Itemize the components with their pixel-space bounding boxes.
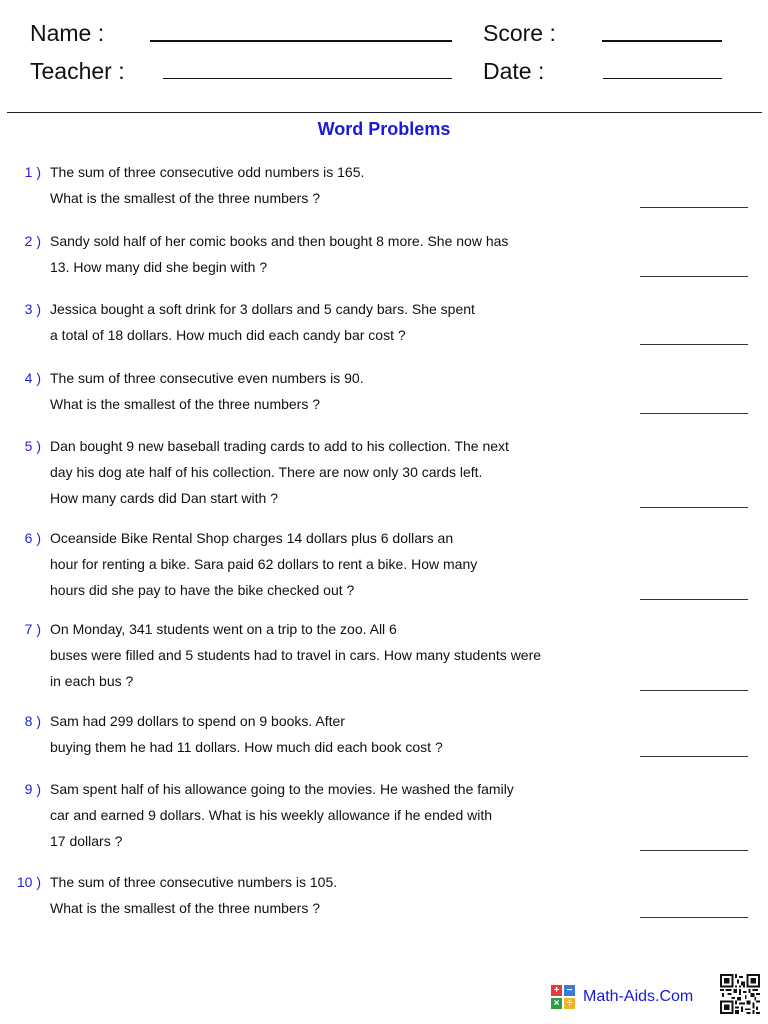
problem-text	[50, 433, 610, 511]
answer-blank[interactable]	[640, 276, 748, 277]
problem-number: 6 )	[24, 530, 41, 546]
logo-times-tile: ×	[551, 998, 562, 1009]
problem-line: 13. How many did she begin with ?	[50, 259, 268, 275]
qr-code-icon	[720, 974, 760, 1014]
problem-number: 9 )	[24, 781, 41, 797]
problem-text	[50, 296, 610, 348]
name-field[interactable]	[150, 40, 452, 42]
problem-number: 10 )	[16, 874, 41, 890]
problem-number: 5 )	[24, 438, 41, 454]
problem-number: 3 )	[24, 301, 41, 317]
problem-line: What is the smallest of the three numbers ?	[50, 396, 321, 412]
problem-number: 8 )	[24, 713, 41, 729]
answer-blank[interactable]	[640, 413, 748, 414]
problem-text	[50, 159, 610, 211]
logo-divide-tile: ÷	[564, 998, 575, 1009]
footer-brand-link[interactable]: Math-Aids.Com	[583, 988, 694, 1005]
problem-text	[50, 228, 610, 280]
problem-line: buying them he had 11 dollars. How much did each book cost ?	[50, 739, 443, 755]
page-title: Word Problems	[317, 119, 451, 139]
problem-line: Dan bought 9 new baseball trading cards to add to his collection. The next	[50, 438, 509, 454]
problem-line: What is the smallest of the three numbers ?	[50, 900, 321, 916]
answer-blank[interactable]	[640, 599, 748, 600]
problem-number: 1 )	[24, 164, 41, 180]
problem-line: in each bus ?	[50, 673, 134, 689]
problem-text	[50, 525, 610, 603]
problem-line: On Monday, 341 students went on a trip to the zoo. All 6	[50, 621, 397, 637]
answer-blank[interactable]	[640, 344, 748, 345]
problem-line: Jessica bought a soft drink for 3 dollars and 5 candy bars. She spent	[50, 301, 475, 317]
problem-line: Sandy sold half of her comic books and then bought 8 more. She now has	[50, 233, 509, 249]
date-field[interactable]	[603, 78, 722, 79]
problem-number: 4 )	[24, 370, 41, 386]
logo-plus-tile: +	[551, 985, 562, 996]
name-label: Name :	[30, 20, 105, 46]
answer-blank[interactable]	[640, 207, 748, 208]
date-label: Date :	[483, 58, 545, 84]
problem-line: What is the smallest of the three numbers ?	[50, 190, 321, 206]
answer-blank[interactable]	[640, 850, 748, 851]
teacher-field[interactable]	[163, 78, 452, 79]
problem-line: How many cards did Dan start with ?	[50, 490, 278, 506]
teacher-label: Teacher :	[30, 58, 125, 84]
problem-line: Sam spent half of his allowance going to the movies. He washed the family	[50, 781, 514, 797]
answer-blank[interactable]	[640, 507, 748, 508]
answer-blank[interactable]	[640, 756, 748, 757]
problem-line: day his dog ate half of his collection. There are now only 30 cards left.	[50, 464, 483, 480]
problem-number: 7 )	[24, 621, 41, 637]
problem-line: Sam had 299 dollars to spend on 9 books. After	[50, 713, 345, 729]
answer-blank[interactable]	[640, 690, 748, 691]
problem-line: buses were filled and 5 students had to travel in cars. How many students were	[50, 647, 542, 663]
problem-line: The sum of three consecutive numbers is 105.	[50, 874, 338, 890]
problem-line: Oceanside Bike Rental Shop charges 14 dollars plus 6 dollars an	[50, 530, 454, 546]
problem-line: hours did she pay to have the bike checked out ?	[50, 582, 355, 598]
problem-line: hour for renting a bike. Sara paid 62 dollars to rent a bike. How many	[50, 556, 478, 572]
problem-line: 17 dollars ?	[50, 833, 123, 849]
math-aids-logo-icon	[551, 985, 575, 1009]
score-label: Score :	[483, 20, 556, 46]
problem-text	[50, 869, 610, 921]
problem-line: The sum of three consecutive even numbers is 90.	[50, 370, 364, 386]
header-divider	[7, 112, 762, 113]
problem-text	[50, 776, 610, 854]
score-field[interactable]	[602, 40, 722, 42]
problem-text	[50, 365, 610, 417]
problem-text	[50, 708, 610, 760]
problem-text	[50, 616, 610, 694]
problem-line: car and earned 9 dollars. What is his weekly allowance if he ended with	[50, 807, 493, 823]
problem-line: The sum of three consecutive odd numbers is 165.	[50, 164, 365, 180]
answer-blank[interactable]	[640, 917, 748, 918]
logo-minus-tile: −	[564, 985, 575, 996]
problem-number: 2 )	[24, 233, 41, 249]
problem-line: a total of 18 dollars. How much did each candy bar cost ?	[50, 327, 406, 343]
